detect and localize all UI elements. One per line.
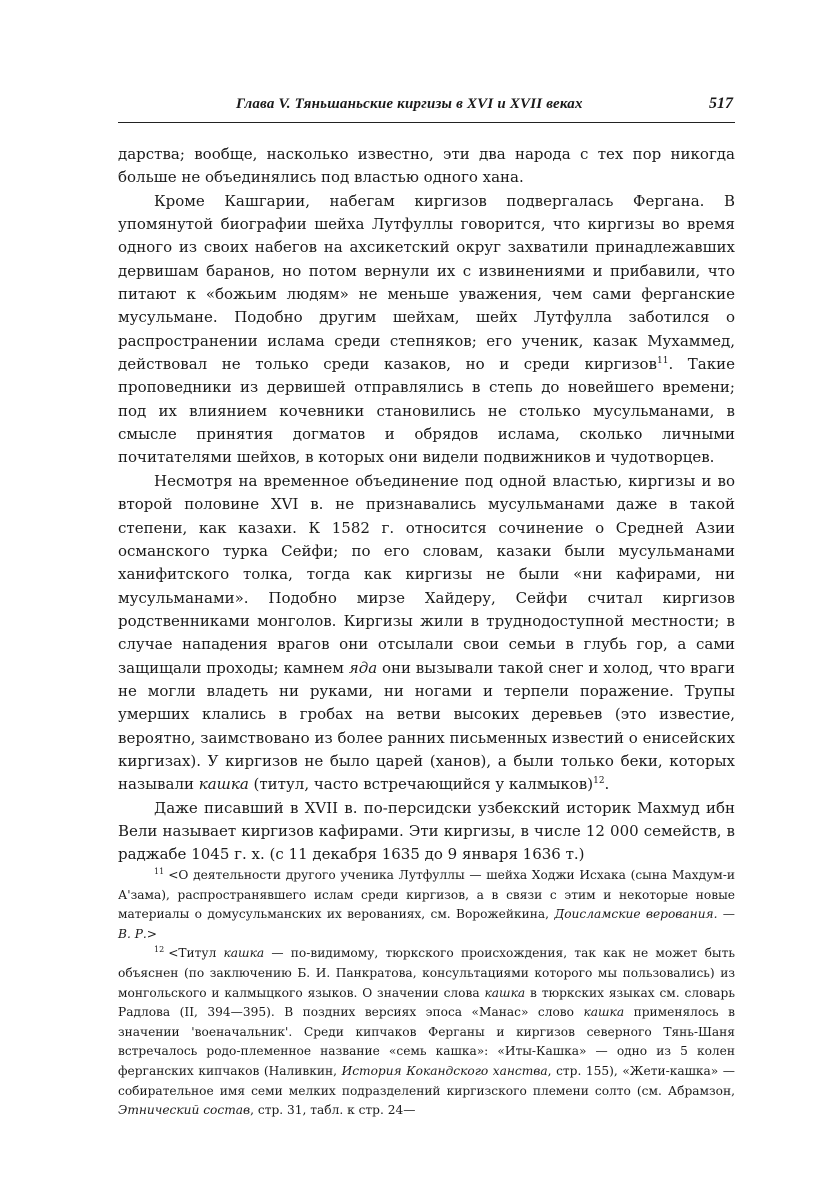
footnote-11-title: Доисламские верования	[554, 907, 714, 922]
footnote-12-title-2: Этнический состав	[118, 1103, 251, 1118]
term-kashka: кашка	[198, 775, 249, 794]
body-text	[118, 143, 735, 867]
footnotes	[118, 866, 735, 1121]
term-yada: яда	[348, 658, 378, 677]
footnote-12: $^{12}$ <Титул кашка — по-видимому, тюркского происхождения, так как не может быть объяснен (по заключению Б. И. Панкратова, консультациями которого мы пользовались) из монгольского и калмыцкого языков. О значении слова кашка в тюркских языках см. словарь Радлова (II, 394—395). В поздних версиях эпоса «Манас» слово кашка применялось в значении 'военачальник'. Среди кипчаков Ферганы и киргизов северного Тянь-Шаня встречалось родо-племенное название «семь кашка»: «Иты-Кашка» — одно из 5 колен ферганских кипчаков (Наливкин, История Кокандского ханства, стр. 155), «Жети-кашка» — собирательное имя семи мелких подразделений киргизского племени солто (см. Абрамзон, Этнический состав, стр. 31, табл. к стр. 24—	[118, 945, 736, 1118]
paragraph-4: Даже писавший в XVII в. по-персидски узбекский историк Махмуд ибн Вели называет киргизов кафирами. Эти киргизы, в числе 12 000 семейств, в раджабе 1045 г. х. (с 11 декабря 1635 до 9 января 1636 т.)	[118, 798, 735, 864]
footnote-mark-12: 12	[154, 945, 165, 955]
paragraph-3: Несмотря на временное объединение под одной властью, киргизы и во второй половине XVI в. не признавались мусульманами даже в такой степени, как казахи. К 1582 г. относится сочинение о Средней Азии османского турка Сейфи; по его словам, казаки были мусульманами ханифитского толка, тогда как киргизы не были «ни кафирами, ни мусульманами». Подобно мирзе Хайдеру, Сейфи считал киргизов родственниками монголов. Киргизы жили в труднодоступной местности; в случае нападения врагов они отсылали свои семьи в глубь гор, а сами защищали проходы; камнем яда они вызывали такой снег и холод, что враги не могли владеть ни руками, ни ногами и терпели поражение. Трупы умерших клались в гробах на ветви высоких деревьев (это известие, вероятно, заимствовано из более ранних письменных известий о енисейских киргизах). У киргизов не было царей (ханов), а были только беки, которых называли кашка (титул, часто встречающийся у калмыков)$^{12}$.	[118, 471, 735, 794]
running-title: Глава V. Тяньшаньские киргизы в XVI и XVII веках	[236, 96, 583, 112]
running-head	[118, 90, 735, 123]
paragraph-1: дарства; вообще, насколько известно, эти два народа с тех пор никогда больше не объединялись под властью одного хана.	[118, 145, 735, 187]
paragraph-2: Кроме Кашгарии, набегам киргизов подвергалась Фергана. В упомянутой биографии шейха Лутфуллы говорится, что киргизы во время одного из своих набегов на ахсикетский округ захватили принадлежавших дервишам баранов, но потом вернули их с извинениями и прибавили, что питают к «божьим людям» не меньше уважения, чем сами ферганские мусульмане. Подобно другим шейхам, шейх Лутфулла заботился о распространении ислама среди степняков; его ученик, казак Мухаммед, действовал не только среди казаков, но и среди киргизов$^{11}$. Такие проповедники из дервишей отправлялись в степь до новейшего времени; под их влиянием кочевники становились не столько мусульманами, в смысле принятия догматов и обрядов ислама, сколько личными почитателями шейхов, в которых они видели подвижников и чудотворцев.	[118, 191, 736, 467]
footnote-mark-11: 11	[154, 866, 165, 876]
footnote-ref-12[interactable]: 12	[593, 776, 605, 787]
footnote-12-title-1: История Кокандского ханства	[341, 1063, 548, 1078]
footnote-11: $^{11}$ <О деятельности другого ученика Лутфуллы — шейха Ходжи Исхака (сына Махдум-и А'зама), распространявшего ислам среди киргизов, а в связи с этим и некоторые новые материалы о домусульманских их верованиях, см. Ворожейкина, Доисламские верования. — В. Р.>	[118, 866, 735, 941]
page-number: 517	[709, 95, 733, 112]
footnote-ref-11[interactable]: 11	[657, 356, 669, 367]
